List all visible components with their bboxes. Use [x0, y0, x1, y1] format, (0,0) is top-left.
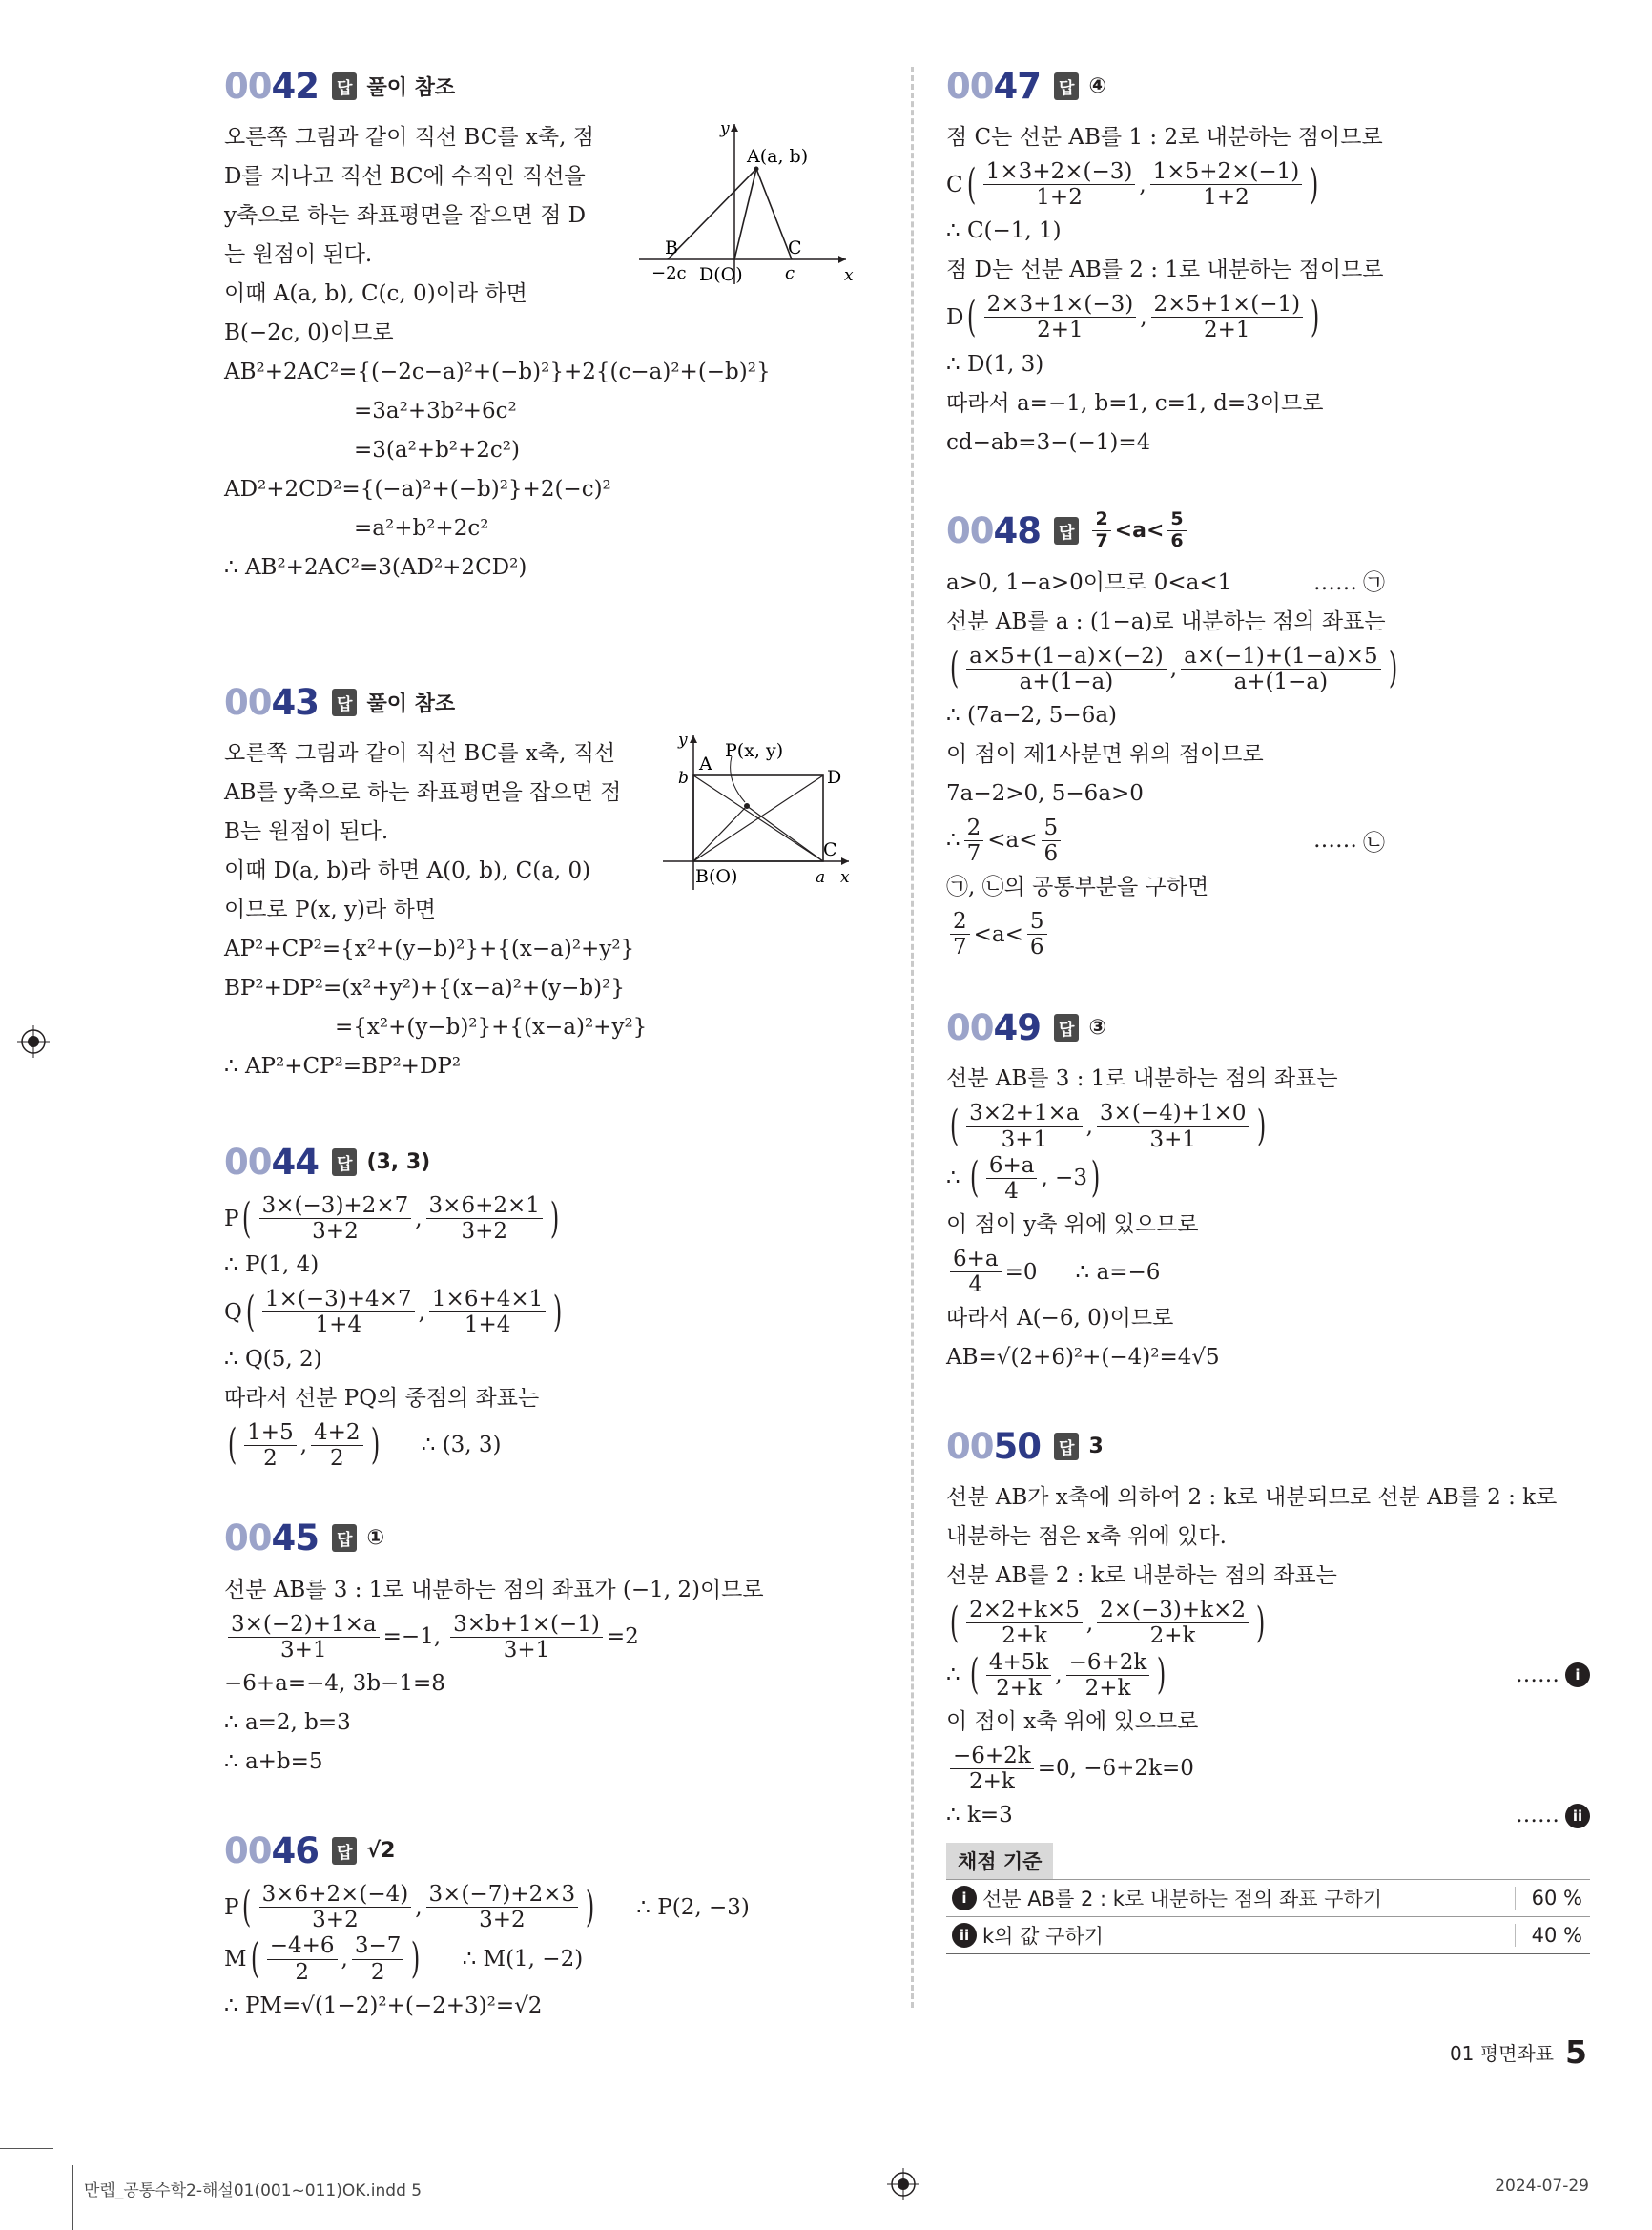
problem-header — [946, 1001, 1595, 1054]
point-m-formula: M ( $\frac{-4+6}{2}$ , $\frac{3-7}{2}$ ) ∴ M(1, −2) — [224, 1933, 584, 1985]
b-label: b — [678, 769, 689, 788]
right-column — [946, 59, 1595, 1996]
equation-line: =3(a²+b²+2c²) — [354, 438, 521, 463]
text-line: 점 D는 선분 AB를 2 : 1로 내분하는 점이므로 — [946, 258, 1384, 283]
text-line: 선분 AB가 x축에 의하여 2 : k로 내분되므로 선분 AB를 2 : k로 — [946, 1485, 1558, 1511]
problem-0048 — [946, 505, 1595, 960]
text-line: 이 점이 x축 위에 있으므로 — [946, 1708, 1199, 1734]
step-marker-ii: ii — [1565, 1804, 1590, 1828]
crop-mark — [72, 2165, 73, 2230]
text-line: a>0, 1−a>0이므로 0<a<1 …… ㉠ — [946, 564, 1385, 603]
criteria-row: ii k의 값 구하기 40 % — [946, 1916, 1590, 1954]
point-c-label: C — [823, 839, 837, 860]
point-p-formula: P ( $\frac{3\times 6+2\times(-4)}{3+2}$ , $\frac{3\times(-7)+2\times 3}{3+2}$ ) ∴ P(2, −3) — [224, 1882, 750, 1933]
equation-line: ∴ a=2, b=3 — [224, 1710, 351, 1736]
criteria-row: i 선분 AB를 2 : k로 내분하는 점의 좌표 구하기 60 % — [946, 1879, 1590, 1916]
point-a-label: A(a, b) — [747, 146, 809, 167]
result-line: ∴ P(1, 4) — [224, 1252, 320, 1278]
text-line: 이므로 P(x, y)라 하면 — [224, 898, 436, 922]
problem-0049 — [946, 1001, 1595, 1377]
answer-tag: 답 — [332, 689, 357, 716]
problem-number: 0043 — [224, 681, 319, 723]
midpoint-formula: ( $\frac{1+5}{2}$ , $\frac{4+2}{2}$ ) ∴ (3, 3) — [227, 1419, 502, 1471]
step-marker-i: i — [1565, 1662, 1590, 1687]
result-line: ∴ ( $\frac{4+5k}{2+k}$ , $\frac{-6+2k}{2+k}$ ) …… i — [946, 1651, 1590, 1700]
y-axis-label: y — [678, 731, 688, 750]
criteria-percent: 60 % — [1515, 1887, 1590, 1910]
problem-number: 0046 — [224, 1829, 319, 1871]
text-line: 이 점이 y축 위에 있으므로 — [946, 1211, 1199, 1237]
text-line: 이 점이 제1사분면 위의 점이므로 — [946, 741, 1264, 767]
answer: ④ — [1088, 73, 1107, 98]
answer-tag: 답 — [1054, 72, 1079, 100]
equation-line: ∴ PM=√(1−2)²+(−2+3)²=√2 — [224, 1993, 543, 2018]
problem-0047 — [946, 59, 1595, 463]
problem-0042 — [224, 59, 854, 633]
text-line: AB를 y축으로 하는 좌표평면을 잡으면 점 — [224, 780, 622, 805]
mark-giyeok: ㉠ — [1363, 569, 1385, 595]
equation-line: =a²+b²+2c² — [354, 516, 489, 541]
equation-line: $\frac{-6+2k}{2+k}$ =0, −6+2k=0 — [946, 1745, 1595, 1793]
crop-mark — [0, 2148, 53, 2149]
equation-line: BP²+DP²=(x²+y²)+{(x−a)²+(y−b)²} — [224, 976, 625, 1001]
equation-line: 7a−2>0, 5−6a>0 — [946, 780, 1144, 806]
x-axis-label: x — [840, 868, 850, 887]
problem-header — [224, 1135, 835, 1188]
point-b-label: B(O) — [695, 866, 738, 887]
equation-line: −6+a=−4, 3b−1=8 — [224, 1671, 445, 1697]
scoring-criteria-title: 채점 기준 — [946, 1843, 1053, 1879]
section-title: 01 평면좌표 — [1449, 2042, 1555, 2065]
problem-header — [946, 1419, 1595, 1473]
print-date: 2024-07-29 — [1495, 2177, 1589, 2196]
text-line: 오른쪽 그림과 같이 직선 BC를 x축, 직선 — [224, 741, 616, 766]
problem-0046 — [224, 1824, 835, 2026]
answer: (3, 3) — [366, 1149, 431, 1174]
point-d-label: D(O) — [699, 264, 743, 285]
step-marker-ii: ii — [952, 1923, 977, 1948]
answer-tag: 답 — [1054, 1433, 1079, 1460]
problem-number: 0050 — [946, 1425, 1041, 1467]
scoring-criteria-table — [946, 1843, 1590, 1954]
registration-mark-icon — [17, 1025, 50, 1058]
result-line: ∴ Q(5, 2) — [224, 1346, 322, 1372]
y-axis-label: y — [720, 119, 730, 138]
problem-number: 0047 — [946, 65, 1041, 107]
answer: 풀이 참조 — [366, 692, 456, 716]
a-label: a — [816, 868, 826, 887]
answer-tag: 답 — [1054, 517, 1079, 545]
equation-line: ∴ a+b=5 — [224, 1749, 323, 1775]
equation-line: ∴ AB²+2AC²=3(AD²+2CD²) — [224, 555, 527, 580]
equation-line: =3a²+3b²+6c² — [354, 399, 517, 423]
text-line: 따라서 선분 PQ의 중점의 좌표는 — [224, 1385, 540, 1411]
x-axis-label: x — [844, 266, 854, 285]
problem-0043 — [224, 675, 850, 1093]
point-a-label: A — [699, 754, 712, 774]
equation-line: ={x²+(y−b)²}+{(x−a)²+y²} — [335, 1015, 648, 1040]
result-line: ∴ C(−1, 1) — [946, 218, 1062, 244]
text-line: 오른쪽 그림과 같이 직선 BC를 x축, 점 — [224, 125, 594, 150]
problem-header — [224, 1512, 835, 1565]
indd-filename: 만렙_공통수학2-해설01(001~011)OK.indd 5 — [84, 2181, 423, 2200]
text-line: 선분 AB를 3 : 1로 내분하는 점의 좌표가 (−1, 2)이므로 — [224, 1577, 764, 1602]
step-marker-i: i — [952, 1886, 977, 1910]
answer: ① — [366, 1526, 385, 1551]
text-line: ㉠, ㉡의 공통부분을 구하면 — [946, 875, 1209, 900]
answer: 3 — [1088, 1434, 1104, 1458]
text-line: B(−2c, 0)이므로 — [224, 320, 394, 345]
point-b-label: B — [665, 237, 678, 258]
coordinate-formula: ( $\frac{a\times 5+(1-a)\times(-2)}{a+(1-a)}$ , $\frac{a\times(-1)+(1-a)\times 5}{a+(1-a)}$ ) — [949, 643, 1397, 694]
result-line: ∴ (7a−2, 5−6a) — [946, 702, 1118, 728]
point-c-formula: C ( $\frac{1\times 3+2\times(-3)}{1+2}$ , $\frac{1\times 5+2\times(-1)}{1+2}$ ) — [946, 159, 1319, 211]
registration-mark-icon — [887, 2168, 919, 2200]
problem-number: 0048 — [946, 510, 1041, 552]
point-p-formula: P ( $\frac{3\times(-3)+2\times 7}{3+2}$ , $\frac{3\times 6+2\times 1}{3+2}$ ) — [224, 1193, 560, 1245]
triangle-figure — [634, 116, 854, 288]
point-c-label: C — [788, 237, 802, 258]
mark-nieun: ㉡ — [1363, 830, 1385, 856]
left-column — [224, 59, 854, 2068]
rectangle-figure — [663, 728, 854, 899]
answer: ③ — [1088, 1015, 1107, 1040]
coordinate-formula: ( $\frac{2\times 2+k\times 5}{2+k}$ , $\frac{2\times(-3)+k\times 2}{2+k}$ ) — [949, 1598, 1266, 1649]
page-number: 5 — [1565, 2034, 1587, 2071]
equation-line: AD²+2CD²={(−a)²+(−b)²}+2(−c)² — [224, 477, 611, 502]
equation-line: ∴ AP²+CP²=BP²+DP² — [224, 1054, 462, 1079]
inequality-line: ∴ $\frac{2}{7}$ <a< $\frac{5}{6}$ …… ㉡ — [946, 815, 1385, 866]
problem-number: 0044 — [224, 1141, 319, 1183]
equation-line: cd−ab=3−(−1)=4 — [946, 429, 1151, 455]
answer: $\frac{2}{7}$ <a< $\frac{5}{6}$ — [1088, 510, 1189, 551]
column-divider — [911, 67, 914, 2008]
inequality-line: $\frac{2}{7}$ <a< $\frac{5}{6}$ — [946, 910, 1595, 959]
problem-header — [224, 675, 835, 729]
text-line: 따라서 A(−6, 0)이므로 — [946, 1306, 1174, 1332]
answer-tag: 답 — [332, 1837, 357, 1865]
text-line: 는 원점이 된다. — [224, 242, 373, 267]
problem-header — [224, 1824, 835, 1877]
equation-line: AP²+CP²={x²+(y−b)²}+{(x−a)²+y²} — [224, 937, 635, 961]
text-line: 내분하는 점은 x축 위에 있다. — [946, 1524, 1227, 1550]
result-line: ∴ k=3 …… ii — [946, 1796, 1590, 1835]
text-line: 이때 D(a, b)라 하면 A(0, b), C(a, 0) — [224, 858, 591, 883]
point-q-formula: Q ( $\frac{1\times(-3)+4\times 7}{1+4}$ , $\frac{1\times 6+4\times 1}{1+4}$ ) — [224, 1287, 563, 1338]
neg2c-label: −2c — [651, 263, 687, 283]
problem-0044 — [224, 1135, 835, 1470]
problem-0050 — [946, 1419, 1595, 1954]
text-line: 점 C는 선분 AB를 1 : 2로 내분하는 점이므로 — [946, 125, 1383, 150]
text-line: 이때 A(a, b), C(c, 0)이라 하면 — [224, 281, 527, 306]
text-line: 선분 AB를 2 : k로 내분하는 점의 좌표는 — [946, 1563, 1337, 1589]
problem-header — [224, 59, 835, 113]
point-p-label: P(x, y) — [725, 740, 784, 761]
problem-header — [946, 505, 1595, 558]
equation-line: AB²+2AC²={(−2c−a)²+(−b)²}+2{(c−a)²+(−b)²} — [224, 360, 771, 384]
result-line: ∴ ( $\frac{6+a}{4}$ , −3 ) — [946, 1152, 1101, 1204]
problem-number: 0042 — [224, 65, 319, 107]
answer-tag: 답 — [1054, 1014, 1079, 1042]
problem-number: 0045 — [224, 1518, 319, 1559]
text-line: y축으로 하는 좌표평면을 잡으면 점 D — [224, 203, 587, 228]
criteria-percent: 40 % — [1515, 1924, 1590, 1947]
running-footer — [1450, 2034, 1587, 2071]
answer: 풀이 참조 — [366, 75, 456, 100]
answer-tag: 답 — [332, 72, 357, 100]
result-line: ∴ D(1, 3) — [946, 351, 1044, 377]
point-d-label: D — [827, 767, 842, 788]
text-line: 선분 AB를 a : (1−a)로 내분하는 점의 좌표는 — [946, 609, 1386, 634]
answer-tag: 답 — [332, 1524, 357, 1552]
c-label: c — [785, 263, 795, 283]
problem-0045 — [224, 1512, 835, 1782]
text-line: B는 원점이 된다. — [224, 819, 389, 844]
point-d-formula: D ( $\frac{2\times 3+1\times(-3)}{2+1}$ , $\frac{2\times 5+1\times(-1)}{2+1}$ ) — [946, 292, 1320, 343]
answer-tag: 답 — [332, 1148, 357, 1176]
equation-line: $\frac{3\times(-2)+1\times a}{3+1}$ =−1, $\frac{3\times b+1\times(-1)}{3+1}$ =2 — [224, 1613, 835, 1662]
problem-header — [946, 59, 1595, 113]
problem-number: 0049 — [946, 1006, 1041, 1048]
coordinate-formula: ( $\frac{3\times 2+1\times a}{3+1}$ , $\frac{3\times(-4)+1\times 0}{3+1}$ ) — [949, 1101, 1266, 1152]
text-line: 따라서 a=−1, b=1, c=1, d=3이므로 — [946, 390, 1324, 416]
equation-line: $\frac{6+a}{4}$ =0 ∴ a=−6 — [946, 1248, 1595, 1296]
equation-line: AB=√(2+6)²+(−4)²=4√5 — [946, 1345, 1220, 1371]
answer: √2 — [366, 1838, 396, 1863]
text-line: 선분 AB를 3 : 1로 내분하는 점의 좌표는 — [946, 1066, 1338, 1092]
text-line: D를 지나고 직선 BC에 수직인 직선을 — [224, 164, 586, 189]
